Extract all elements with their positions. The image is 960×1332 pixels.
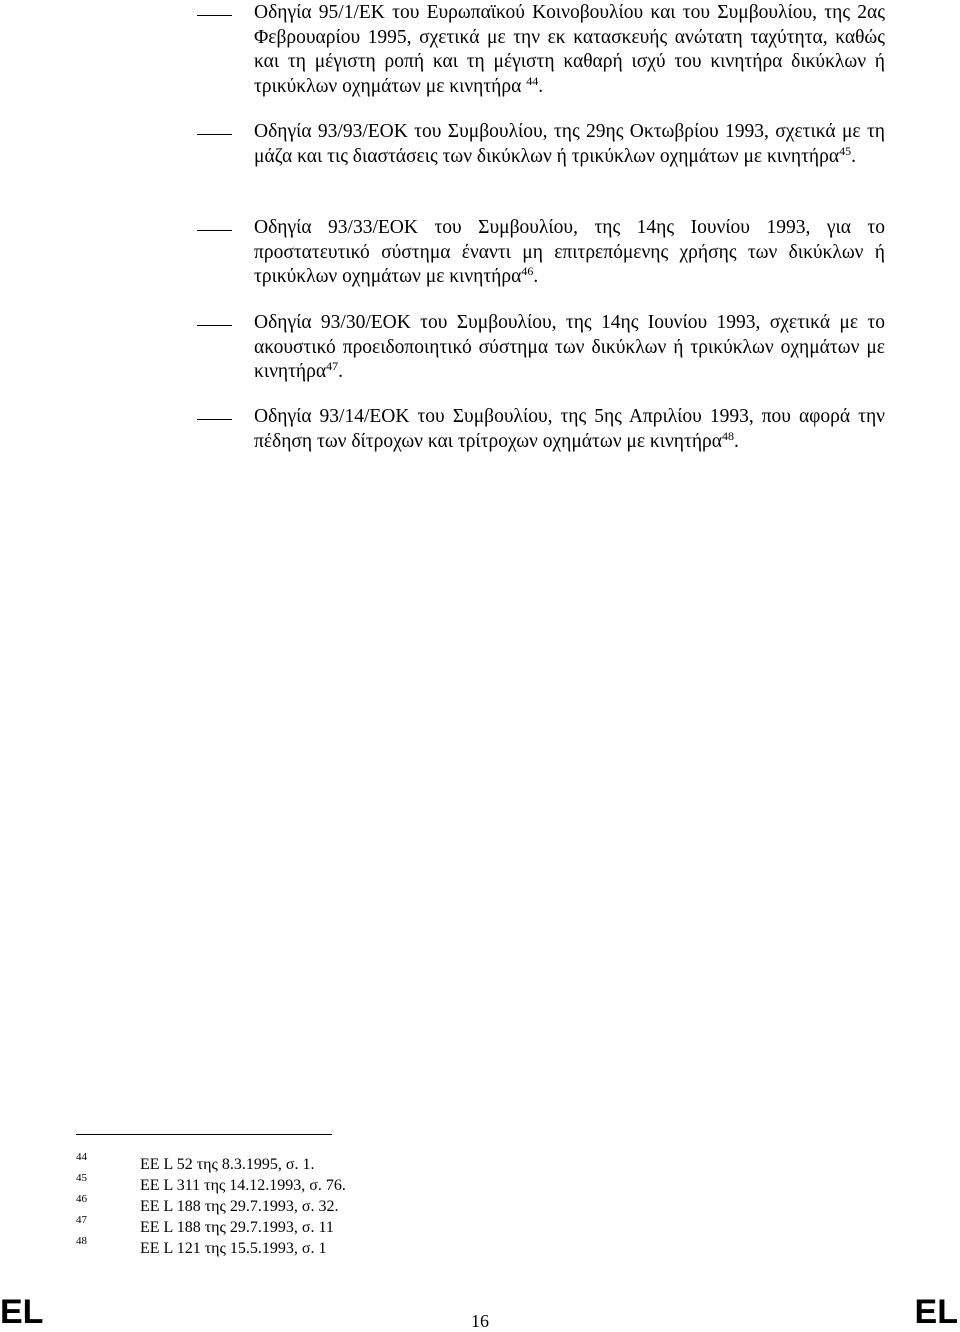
footnote — [76, 1172, 776, 1196]
directive-item — [197, 311, 885, 385]
directive-item — [197, 1, 885, 99]
footnote-text: ΕΕ L 188 της 29.7.1993, σ. 32. — [140, 1198, 339, 1215]
footnote-text: ΕΕ L 121 της 15.5.1993, σ. 1 — [140, 1240, 327, 1257]
footnote-separator — [76, 1134, 332, 1135]
footnote-text: ΕΕ L 188 της 29.7.1993, σ. 11 — [140, 1219, 334, 1236]
footnote-number: 45 — [76, 1172, 87, 1184]
footnote — [76, 1151, 776, 1175]
footnote-text: ΕΕ L 311 της 14.12.1993, σ. 76. — [140, 1177, 346, 1194]
footnote-number: 44 — [76, 1151, 87, 1163]
dash-marker — [197, 15, 232, 16]
directive-text: Οδηγία 95/1/ΕΚ του Ευρωπαϊκού Κοινοβουλίου και του Συμβουλίου, της 2ας Φεβρουαρίου 1995, σχετικά με την εκ κατασκευής ανώτατη ταχύτητα, καθώς και τη μέγιστη ροπή και τη μέγιστη καθαρή ισχύ του κινητήρα δικύκλων ή τρικύκλων οχημάτων με κινητήρα $^{44}$. — [254, 2, 885, 97]
footnote-number: 47 — [76, 1214, 87, 1226]
dash-marker — [197, 325, 232, 326]
directive-item — [197, 216, 885, 290]
footnote — [76, 1193, 776, 1217]
dash-marker — [197, 419, 232, 420]
footnote-ref: 45 — [839, 143, 852, 158]
directive-text: Οδηγία 93/93/ΕΟΚ του Συμβουλίου, της 29ης Οκτωβρίου 1993, σχετικά με τη μάζα και τις διαστάσεις των δικύκλων ή τρικύκλων οχημάτων με κινητήρα$^{45}$. — [254, 121, 885, 167]
dash-marker — [197, 230, 232, 231]
directive-item — [197, 405, 885, 454]
dash-marker — [197, 134, 232, 135]
directive-item — [197, 120, 885, 169]
footnote — [76, 1214, 776, 1238]
footnote — [76, 1235, 776, 1259]
directive-text: Οδηγία 93/14/ΕΟΚ του Συμβουλίου, της 5ης Απριλίου 1993, που αφορά την πέδηση των δίτροχων και τρίτροχων οχημάτων με κινητήρα$^{48}$. — [254, 406, 885, 452]
footnote-ref: 48 — [721, 428, 734, 443]
footnote-ref: 47 — [326, 359, 339, 373]
footnote-text: ΕΕ L 52 της 8.3.1995, σ. 1. — [140, 1156, 315, 1173]
language-code-right: EL — [914, 1293, 958, 1331]
footnote-number: 48 — [76, 1235, 87, 1247]
directive-text: Οδηγία 93/33/ΕΟΚ του Συμβουλίου, της 14ης Ιουνίου 1993, για το προστατευτικό σύστημα έναντι μη επιτρεπόμενης χρήσης των δικύκλων ή τρικύκλων οχημάτων με κινητήρα$^{46}$. — [254, 217, 885, 287]
footnote-ref: 44 — [526, 73, 539, 88]
footnote-number: 46 — [76, 1193, 87, 1205]
language-code-left: EL — [0, 1293, 44, 1331]
footnote-ref: 46 — [521, 264, 534, 278]
page-number: 16 — [471, 1311, 489, 1331]
directive-text: Οδηγία 93/30/ΕΟΚ του Συμβουλίου, της 14ης Ιουνίου 1993, σχετικά με το ακουστικό προειδοποιητικό σύστημα των δικύκλων ή τρικύκλων οχημάτων με κινητήρα$^{47}$. — [254, 312, 885, 382]
